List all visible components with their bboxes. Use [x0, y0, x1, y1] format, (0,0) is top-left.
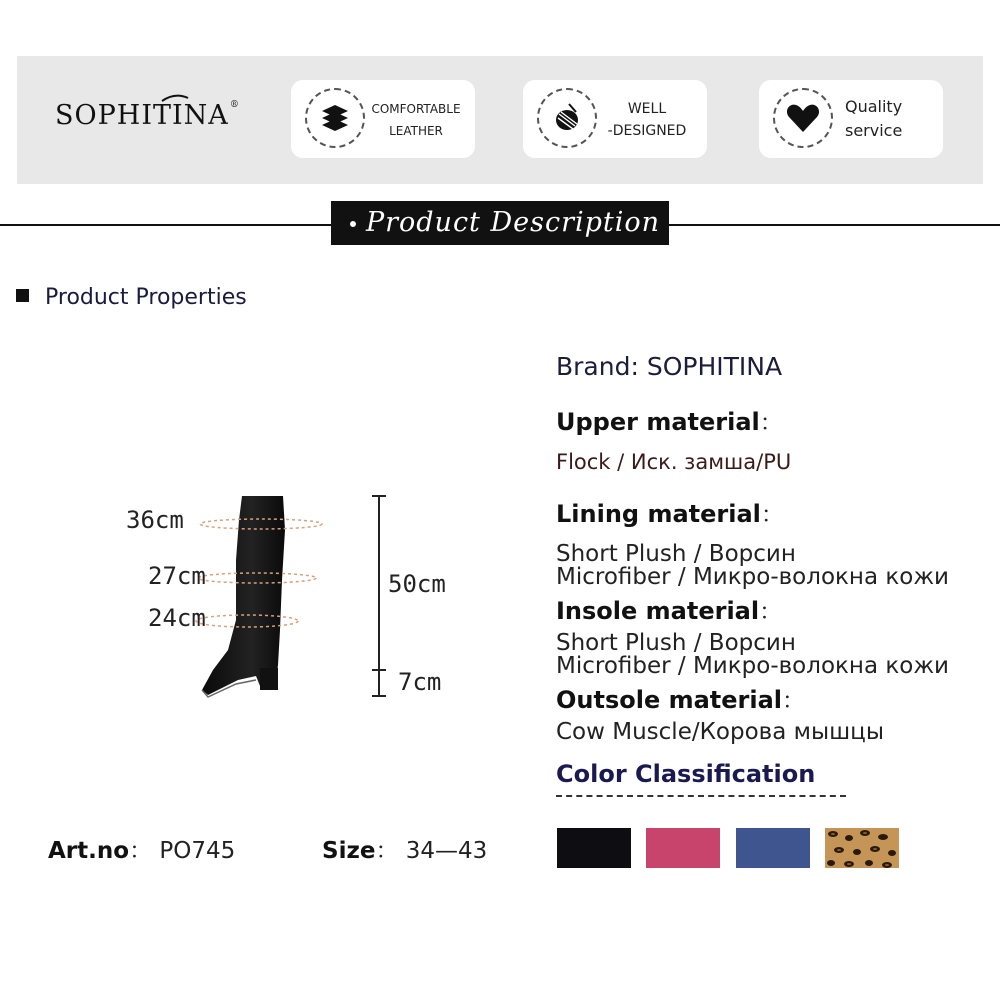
- feature-comfortable-leather: [291, 80, 475, 158]
- logo-swoosh-icon: [161, 94, 189, 102]
- upper-material-value: Flock / Иск. замша/PU: [556, 450, 792, 474]
- measure-height: 50cm: [388, 570, 446, 598]
- needle-thread-icon: [537, 88, 597, 148]
- color-swatch-leopard[interactable]: [825, 828, 899, 868]
- brand-line: Brand: SOPHITINA: [556, 352, 783, 381]
- feature-line2: service: [845, 121, 903, 140]
- feature-well-designed: [523, 80, 707, 158]
- feature-line1: Quality: [845, 97, 903, 116]
- insole-material-label: Insole material：: [556, 597, 783, 625]
- properties-heading: Product Properties: [16, 285, 247, 310]
- upper-material-label: Upper material：: [556, 408, 783, 436]
- insole-material-value-1: Short Plush / Ворсин: [556, 630, 796, 656]
- heart-icon: [773, 88, 833, 148]
- section-title: Product Description: [331, 201, 669, 245]
- outsole-material-label: Outsole material：: [556, 686, 806, 714]
- feature-line2: -DESIGNED: [607, 123, 687, 139]
- brand-banner: [17, 56, 983, 184]
- size-range: Size： 34—43: [322, 838, 488, 864]
- measure-mid: 27cm: [148, 562, 206, 590]
- lining-material-label: Lining material：: [556, 500, 784, 528]
- layers-icon: [305, 88, 365, 148]
- feature-line1: WELL: [627, 101, 667, 117]
- insole-material-value-2: Microfiber / Микро-волокна кожи: [556, 653, 949, 679]
- color-classification-heading: Color Classification: [556, 760, 816, 788]
- measure-top: 36cm: [126, 506, 184, 534]
- measure-heel: 7cm: [398, 668, 442, 696]
- color-swatch-black[interactable]: [557, 828, 631, 868]
- feature-line2: LEATHER: [389, 124, 443, 138]
- brand-logo: SOPHITINA®: [55, 100, 240, 131]
- color-divider: [556, 795, 846, 797]
- color-swatch-pink[interactable]: [646, 828, 720, 868]
- lining-material-value-2: Microfiber / Микро-волокна кожи: [556, 564, 949, 590]
- bullet-square-icon: [16, 289, 29, 302]
- color-swatch-blue[interactable]: [736, 828, 810, 868]
- feature-quality-service: [759, 80, 943, 158]
- boot-illustration: [110, 490, 480, 710]
- art-number: Art.no： PO745: [48, 838, 236, 864]
- feature-line1: COMFORTABLE: [371, 102, 461, 116]
- measure-low: 24cm: [148, 604, 206, 632]
- lining-material-value-1: Short Plush / Ворсин: [556, 541, 796, 567]
- outsole-material-value: Cow Muscle/Корова мышцы: [556, 719, 884, 745]
